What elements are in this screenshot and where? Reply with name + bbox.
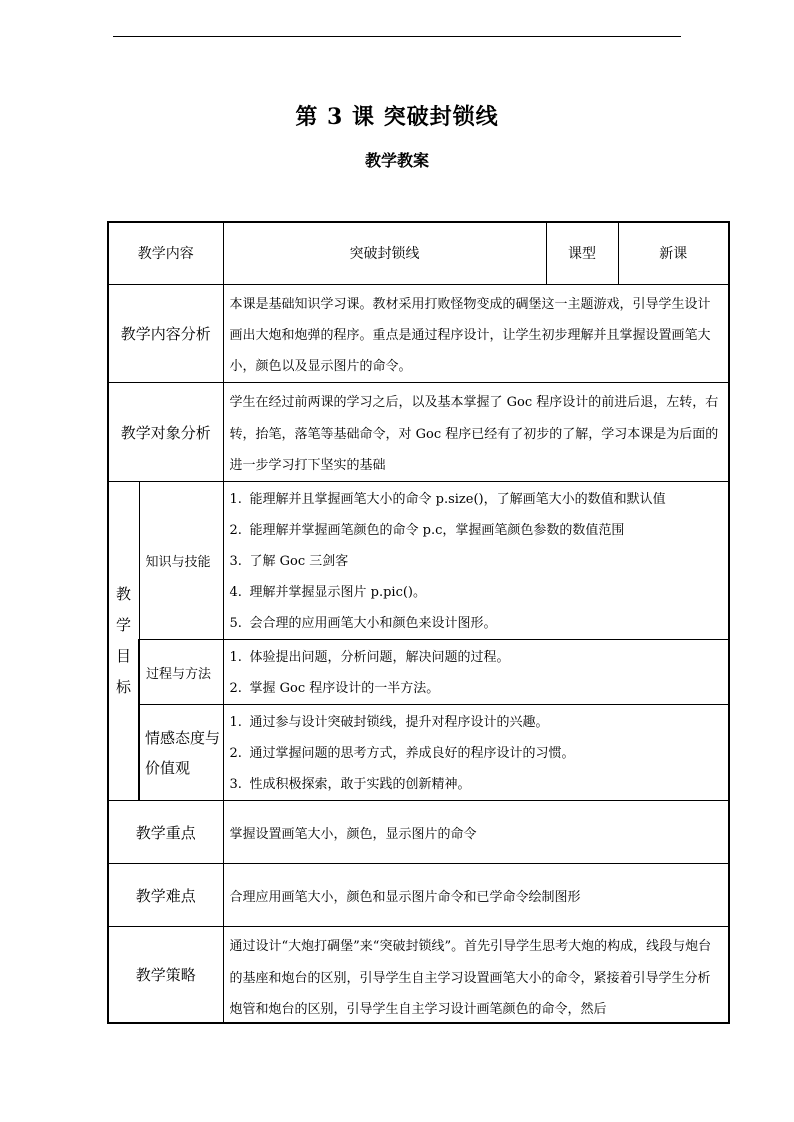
list-item-number: 1. xyxy=(229,492,242,508)
value-lesson-type: 新课 xyxy=(618,222,729,284)
row-key-point xyxy=(108,801,729,864)
list-item-number: 4. xyxy=(229,585,242,601)
text-content-analysis: 本课是基础知识学习课。教材采用打败怪物变成的碉堡这一主题游戏，引导学生设计画出大炮和炮弹的程序。重点是通过程序设计，让学生初步理解并且掌握设置画笔大小，颜色以及显示图片的命令。 xyxy=(223,284,729,383)
label-difficulty: 教学难点 xyxy=(108,864,223,927)
list-item xyxy=(230,608,723,639)
lesson-subtitle: 教学教案 xyxy=(364,151,429,170)
label-key-point: 教学重点 xyxy=(108,801,223,864)
label-knowledge: 知识与技能 xyxy=(139,482,223,640)
label-content: 教学内容 xyxy=(108,222,223,284)
label-lesson-type: 课型 xyxy=(546,222,618,284)
list-process xyxy=(223,640,729,705)
lesson-title: 第 3 课 突破封锁线 xyxy=(295,104,499,130)
list-item-text: 体验提出问题，分析问题，解决问题的过程。 xyxy=(249,650,510,666)
label-goals xyxy=(108,482,139,801)
list-item-text: 通过参与设计突破封锁线，提升对程序设计的兴趣。 xyxy=(249,715,549,731)
text-key-point: 掌握设置画笔大小，颜色，显示图片的命令 xyxy=(223,801,729,864)
text-strategy: 通过设计“大炮打碉堡”来“突破封锁线”。首先引导学生思考大炮的构成，线段与炮台的基座和炮台的区别，引导学生自主学习设置画笔大小的命令，紧接着引导学生分析炮管和炮台的区别，引导学生自主学习设计画笔颜色的命令，然后 xyxy=(229,939,712,1017)
row-content xyxy=(108,222,729,284)
list-knowledge xyxy=(223,482,729,640)
goals-label-text: 教 学 目 标 xyxy=(115,585,131,697)
list-item xyxy=(230,546,723,577)
text-student-analysis: 学生在经过前两课的学习之后，以及基本掌握了 Goc 程序设计的前进后退，左转，右转，抬笔，落笔等基础命令，对 Goc 程序已经有了初步的了解，学习本课是为后面的进一步学习打下坚实的基础 xyxy=(223,383,729,482)
list-item-number: 2. xyxy=(229,681,242,697)
list-item xyxy=(230,515,723,546)
list-item-text: 了解 Goc 三剑客 xyxy=(249,554,349,570)
list-item xyxy=(230,769,723,800)
list-item-text: 性成积极探索，敢于实践的创新精神。 xyxy=(249,777,471,793)
label-attitude: 情感态度与价值观 xyxy=(139,705,223,801)
list-item xyxy=(230,642,723,673)
list-item xyxy=(230,707,723,738)
list-item-number: 1. xyxy=(229,715,242,731)
list-item xyxy=(230,577,723,608)
list-item-number: 5. xyxy=(229,616,242,632)
list-item xyxy=(230,673,723,704)
list-item-number: 2. xyxy=(229,746,242,762)
text-difficulty: 合理应用画笔大小，颜色和显示图片命令和已学命令绘制图形 xyxy=(223,864,729,927)
header-rule xyxy=(113,36,681,37)
list-item-number: 3. xyxy=(229,777,242,793)
value-content: 突破封锁线 xyxy=(223,222,546,284)
text-strategy-cell xyxy=(223,927,729,1024)
row-student-analysis xyxy=(108,383,729,482)
list-item-text: 通过掌握问题的思考方式，养成良好的程序设计的习惯。 xyxy=(249,746,575,762)
lesson-plan-table xyxy=(107,221,730,1024)
row-content-analysis xyxy=(108,284,729,383)
list-item-text: 能理解并掌握画笔颜色的命令 p.c，掌握画笔颜色参数的数值范围 xyxy=(249,523,625,539)
list-item-number: 3. xyxy=(229,554,242,570)
list-item xyxy=(230,738,723,769)
list-item-number: 2. xyxy=(229,523,242,539)
row-goal-process xyxy=(108,640,729,705)
list-item-text: 能理解并且掌握画笔大小的命令 p.size()，了解画笔大小的数值和默认值 xyxy=(249,492,666,508)
label-content-analysis: 教学内容分析 xyxy=(108,284,223,383)
label-process: 过程与方法 xyxy=(139,640,223,705)
list-item-text: 理解并掌握显示图片 p.pic()。 xyxy=(249,585,426,601)
row-goal-knowledge xyxy=(108,482,729,640)
row-strategy xyxy=(108,927,729,1024)
label-student-analysis: 教学对象分析 xyxy=(108,383,223,482)
list-item-text: 掌握 Goc 程序设计的一半方法。 xyxy=(249,681,440,697)
list-item-number: 1. xyxy=(229,650,242,666)
list-item xyxy=(230,484,723,515)
row-difficulty xyxy=(108,864,729,927)
list-item-text: 会合理的应用画笔大小和颜色来设计图形。 xyxy=(249,616,497,632)
label-strategy: 教学策略 xyxy=(108,927,223,1024)
row-goal-attitude xyxy=(108,705,729,801)
list-attitude xyxy=(223,705,729,801)
